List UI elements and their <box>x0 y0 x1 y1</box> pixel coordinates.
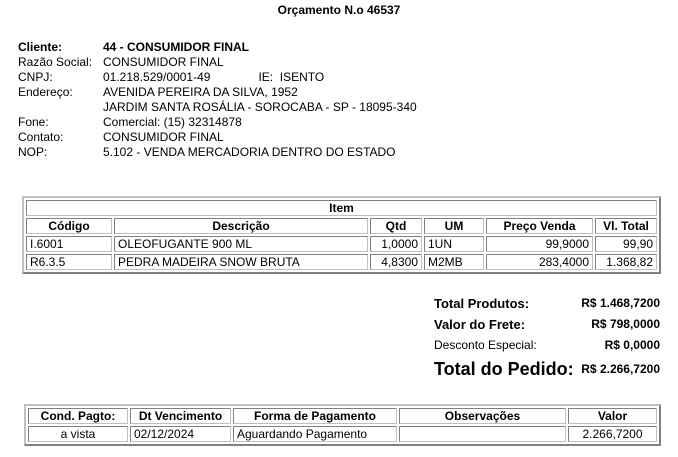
col-um: UM <box>424 218 484 234</box>
client-label: Cliente: <box>18 40 63 54</box>
desconto-label: Desconto Especial: <box>434 338 537 352</box>
total-pedido-label: Total do Pedido: <box>434 359 574 379</box>
fone-label: Fone: <box>18 115 49 129</box>
item-descricao: OLEOFUGANTE 900 ML <box>114 236 368 252</box>
item-descricao: PEDRA MADEIRA SNOW BRUTA <box>114 254 368 270</box>
item-preco: 99,9000 <box>486 236 593 252</box>
item-qtd: 4,8300 <box>370 254 422 270</box>
valor-frete-row <box>434 314 660 335</box>
items-caption: Item <box>26 200 657 216</box>
payment-table <box>24 404 661 446</box>
item-codigo: I.6001 <box>26 236 112 252</box>
pay-cond: a vista <box>28 426 128 442</box>
fone-value: Comercial: (15) 32314878 <box>103 115 242 129</box>
pay-vencimento: 02/12/2024 <box>130 426 231 442</box>
contato-value: CONSUMIDOR FINAL <box>103 130 224 144</box>
total-produtos-label: Total Produtos: <box>434 296 530 311</box>
items-table <box>22 196 661 274</box>
col-vl-total: Vl. Total <box>595 218 657 234</box>
col-descricao: Descrição <box>114 218 368 234</box>
cnpj-value: 01.218.529/0001-49 <box>103 70 211 84</box>
item-preco: 283,4000 <box>486 254 593 270</box>
client-value: 44 - CONSUMIDOR FINAL <box>103 40 250 54</box>
ie-label: IE: <box>258 70 274 84</box>
valor-frete-value: R$ 798,0000 <box>591 317 660 331</box>
desconto-row <box>434 335 660 356</box>
col-forma-pagamento: Forma de Pagamento <box>233 408 397 424</box>
ie-value: ISENTO <box>279 70 325 84</box>
items-caption-row <box>26 200 657 216</box>
cnpj-label: CNPJ: <box>18 70 53 84</box>
item-um: M2MB <box>424 254 484 270</box>
col-preco-venda: Preço Venda <box>486 218 593 234</box>
col-qtd: Qtd <box>370 218 422 234</box>
total-pedido-value: R$ 2.266,7200 <box>581 362 660 376</box>
col-cond-pagto: Cond. Pagto: <box>28 408 128 424</box>
item-um: 1UN <box>424 236 484 252</box>
item-total: 1.368,82 <box>595 254 657 270</box>
razao-social-label: Razão Social: <box>18 55 93 69</box>
contato-label: Contato: <box>18 130 64 144</box>
valor-frete-label: Valor do Frete: <box>434 317 526 332</box>
pay-forma: Aguardando Pagamento <box>233 426 397 442</box>
table-row <box>28 426 657 442</box>
nop-value: 5.102 - VENDA MERCADORIA DENTRO DO ESTADO <box>103 145 396 159</box>
item-codigo: R6.3.5 <box>26 254 112 270</box>
item-total: 99,90 <box>595 236 657 252</box>
document-title: Orçamento N.o 46537 <box>277 3 401 17</box>
col-dt-vencimento: Dt Vencimento <box>130 408 231 424</box>
table-row <box>26 236 657 252</box>
pay-valor: 2.266,7200 <box>568 426 657 442</box>
razao-social-value: CONSUMIDOR FINAL <box>103 55 224 69</box>
total-produtos-value: R$ 1.468,7200 <box>581 296 660 310</box>
cnpj-value-group <box>103 70 324 85</box>
desconto-value: R$ 0,0000 <box>604 338 660 352</box>
total-produtos-row <box>434 293 660 314</box>
items-header-row <box>26 218 657 234</box>
item-qtd: 1,0000 <box>370 236 422 252</box>
totals-block <box>434 293 660 382</box>
total-pedido-row <box>434 356 660 382</box>
payment-header-row <box>28 408 657 424</box>
col-observacoes: Observações <box>399 408 566 424</box>
endereco-line1: AVENIDA PEREIRA DA SILVA, 1952 <box>103 85 298 99</box>
pay-observacoes <box>399 426 566 442</box>
col-codigo: Código <box>26 218 112 234</box>
endereco-line2: JARDIM SANTA ROSÁLIA - SOROCABA - SP - 18095-340 <box>103 100 417 114</box>
endereco-label: Endereço: <box>18 85 73 99</box>
table-row <box>26 254 657 270</box>
nop-label: NOP: <box>18 145 48 159</box>
col-valor: Valor <box>568 408 657 424</box>
